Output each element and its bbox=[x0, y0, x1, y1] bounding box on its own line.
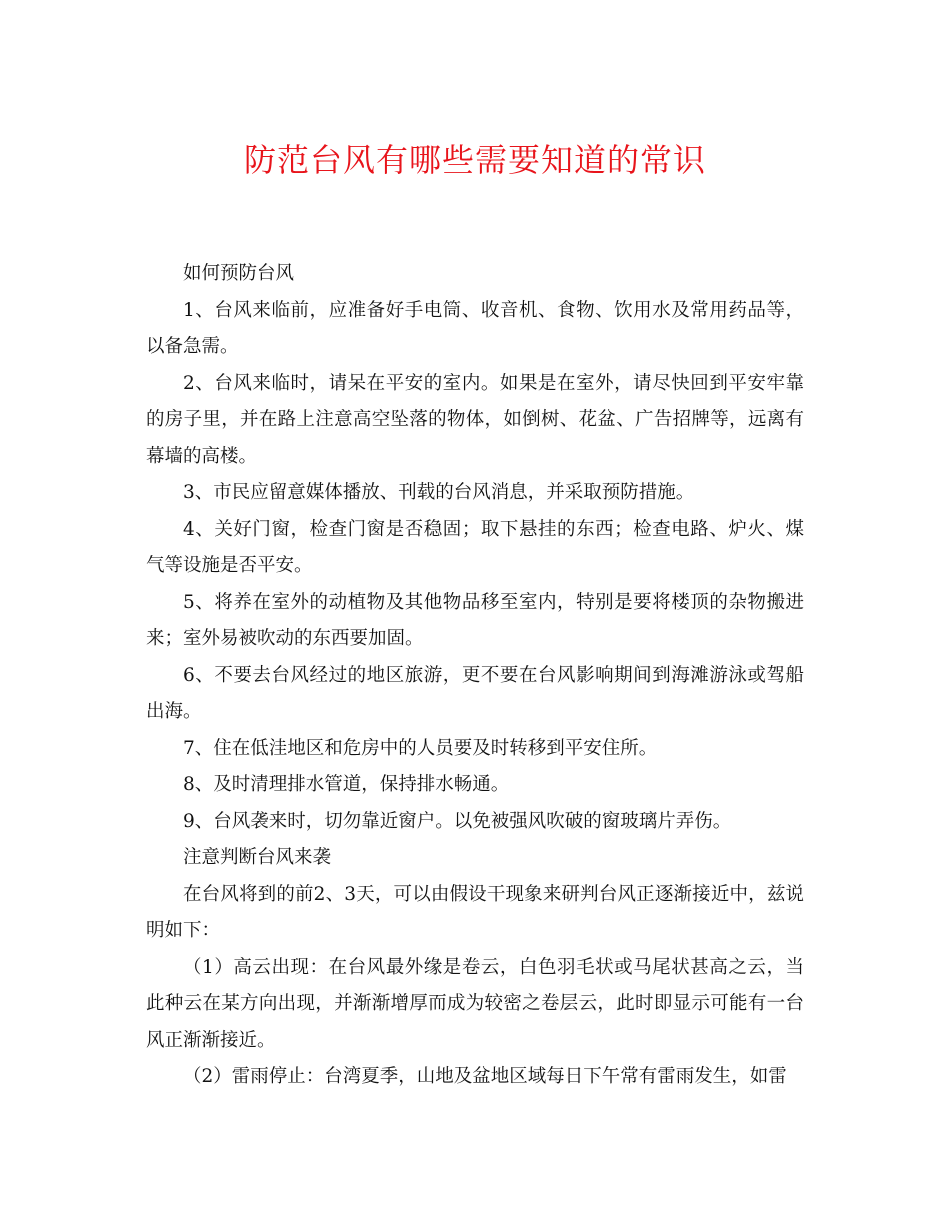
document-body bbox=[146, 256, 804, 1096]
section-heading-judgement: 注意判断台风来袭 bbox=[183, 847, 332, 868]
list-item: 1、台风来临前，应准备好手电筒、收音机、食物、饮用水及常用药品等，以备急需。 bbox=[146, 299, 804, 357]
list-item: （1）高云出现：在台风最外缘是卷云，白色羽毛状或马尾状甚高之云，当此种云在某方向出现，并渐渐增厚而成为较密之卷层云，此时即显示可能有一台风正渐渐接近。 bbox=[146, 956, 804, 1051]
paragraph: 在台风将到的前2、3天，可以由假设干现象来研判台风正逐渐接近中，兹说明如下： bbox=[146, 883, 804, 941]
list-item: 9、台风袭来时，切勿靠近窗户。以免被强风吹破的窗玻璃片弄伤。 bbox=[183, 810, 732, 832]
list-item: 4、关好门窗，检查门窗是否稳固；取下悬挂的东西；检查电路、炉火、煤气等设施是否平安。 bbox=[146, 518, 804, 576]
document-title: 防范台风有哪些需要知道的常识 bbox=[243, 141, 706, 179]
list-item: 8、及时清理排水管道，保持排水畅通。 bbox=[183, 774, 510, 795]
list-item: 5、将养在室外的动植物及其他物品移至室内，特别是要将楼顶的杂物搬进来；室外易被吹动的东西要加固。 bbox=[146, 591, 804, 649]
list-item: （2）雷雨停止：台湾夏季，山地及盆地区域每日下午常有雷雨发生，如雷 bbox=[183, 1066, 787, 1087]
list-item: 6、不要去台风经过的地区旅游，更不要在台风影响期间到海滩游泳或驾船出海。 bbox=[146, 664, 804, 722]
list-item: 3、市民应留意媒体播放、刊载的台风消息，并采取预防措施。 bbox=[183, 482, 695, 503]
section-heading-prevention: 如何预防台风 bbox=[183, 263, 295, 284]
list-item: 7、住在低洼地区和危房中的人员要及时转移到平安住所。 bbox=[183, 737, 658, 759]
list-item: 2、台风来临时，请呆在平安的室内。如果是在室外，请尽快回到平安牢靠的房子里，并在路上注意高空坠落的物体，如倒树、花盆、广告招牌等，远离有幕墙的高楼。 bbox=[146, 372, 804, 467]
